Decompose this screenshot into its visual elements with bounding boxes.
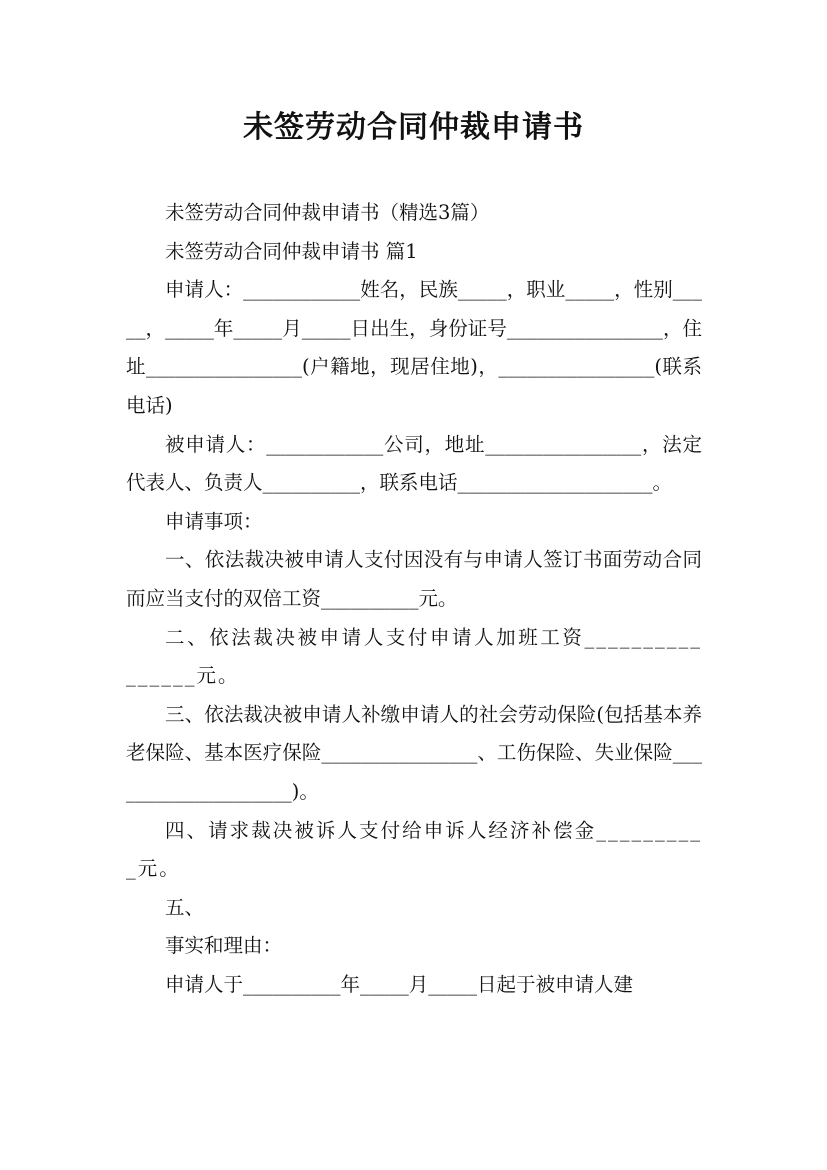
paragraph-request-4: 四、请求裁决被诉人支付给申诉人经济补偿金__________元。 (126, 818, 702, 881)
paragraph-respondent: 被申请人：____________公司，地址________________，法定代表人、负责人__________，联系电话____________________。 (126, 432, 702, 495)
document-title: 未签劳动合同仲裁申请书 (243, 110, 584, 145)
paragraph-section-heading: 未签劳动合同仲裁申请书 篇1 (165, 239, 418, 263)
document-body (126, 194, 702, 1004)
paragraph-subtitle: 未签劳动合同仲裁申请书（精选3篇） (165, 201, 490, 224)
paragraph-request-heading: 申请事项： (165, 509, 263, 533)
paragraph-facts-start: 申请人于__________年_____月_____日起于被申请人建 (165, 972, 634, 996)
paragraph-request-2: 二、依法裁决被申请人支付申请人加班工资________________元。 (126, 625, 702, 688)
paragraph-request-1: 一、依法裁决被申请人支付因没有与申请人签订书面劳动合同而应当支付的双倍工资__________元。 (126, 548, 702, 610)
paragraph-request-3: 三、依法裁决被申请人补缴申请人的社会劳动保险(包括基本养老保险、基本医疗保险________________、工伤保险、失业保险____________________)。 (126, 702, 702, 803)
paragraph-applicant: 申请人：____________姓名，民族_____，职业_____，性别_____，_____年_____月_____日出生，身份证号________________，住址________________(户籍地，现居住地)，________________(联系电话) (126, 278, 702, 417)
paragraph-facts-heading: 事实和理由： (165, 934, 283, 958)
paragraph-request-5: 五、 (165, 895, 205, 919)
